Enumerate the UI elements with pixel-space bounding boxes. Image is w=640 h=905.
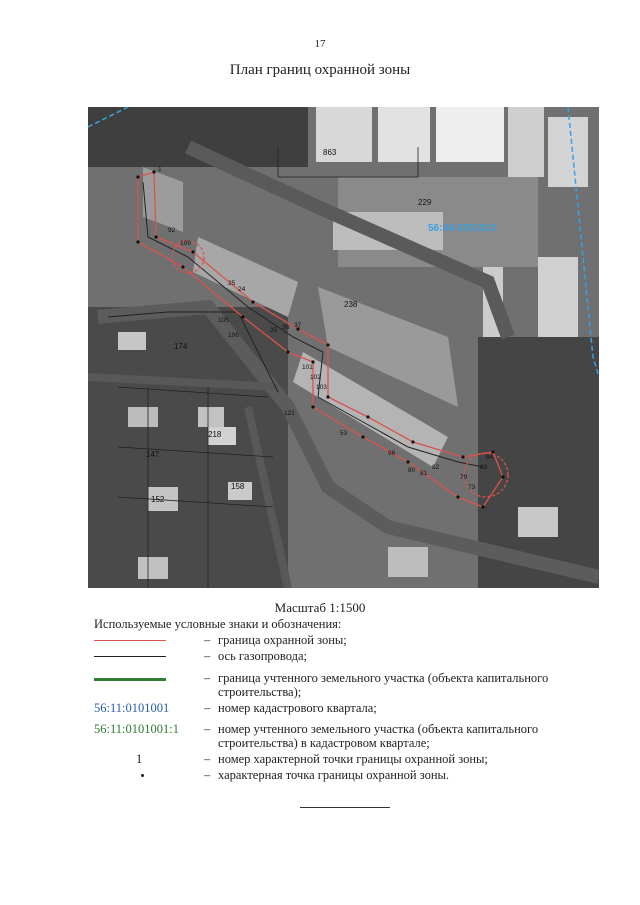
point-marker-symbol xyxy=(141,774,144,777)
legend-heading: Используемые условные знаки и обозначения: xyxy=(94,617,342,631)
point-number-sample: 1 xyxy=(136,752,143,766)
point-number: 81 xyxy=(420,470,428,477)
point-number: 102 xyxy=(310,374,321,381)
point-number: 96 xyxy=(388,450,396,457)
point-number: 35 xyxy=(270,327,278,334)
page-number: 17 xyxy=(314,38,326,50)
point-number: 1 xyxy=(158,166,162,173)
map-image xyxy=(88,107,599,588)
parcel-code-sample: 56:11:0101001:1 xyxy=(94,722,179,736)
legend-item-label: характерная точка границы охранной зоны. xyxy=(218,768,450,782)
parcel-label: 147 xyxy=(146,450,160,459)
point-number: 80 xyxy=(408,467,416,474)
legend-item-label: ось газопровода; xyxy=(218,649,308,663)
point-number: 103 xyxy=(316,384,327,391)
parcel-label: 158 xyxy=(231,482,245,491)
point-number: 121 xyxy=(284,410,295,417)
point-number: 105 xyxy=(218,317,229,324)
legend-dash: – xyxy=(204,752,211,766)
legend-item-quarter-code xyxy=(94,701,614,717)
point-number: 84 xyxy=(486,454,494,461)
point-number: 109 xyxy=(180,240,191,247)
legend-item-label: номер учтенного земельного участка (объекта капитального строительства) в кадастровом квартале; xyxy=(218,722,539,750)
legend-dash: – xyxy=(204,722,211,736)
quarter-code-sample: 56:11:0101001 xyxy=(94,701,170,715)
point-number: 25 xyxy=(228,280,236,287)
point-number: 79 xyxy=(460,474,468,481)
legend-item-label: номер кадастрового квартала; xyxy=(218,701,377,715)
zone-boundary-line-symbol xyxy=(94,640,166,641)
legend-item-parcel-boundary xyxy=(94,671,614,699)
page-title: План границ охранной зоны xyxy=(229,62,411,78)
legend-dash: – xyxy=(204,633,211,647)
parcel-label: 152 xyxy=(151,495,165,504)
parcel-label: 229 xyxy=(418,198,432,207)
parcel-label: 218 xyxy=(208,430,222,439)
legend-item-pipeline-axis xyxy=(94,649,614,665)
legend-dash: – xyxy=(204,671,211,685)
map-scale: Масштаб 1:1500 xyxy=(274,600,366,615)
parcel-boundary-line-symbol xyxy=(94,678,166,681)
legend-item-label: номер характерной точки границы охранной зоны; xyxy=(218,752,488,766)
legend-item-label: граница учтенного земельного участка (объекта капитального строительства); xyxy=(218,671,549,699)
point-number: 106 xyxy=(228,332,239,339)
point-number: 92 xyxy=(168,227,176,234)
legend-item-point-number xyxy=(94,752,614,768)
quarter-code-label: 56:44:0201013 xyxy=(428,223,496,234)
legend-dash: – xyxy=(204,768,211,782)
closing-rule xyxy=(300,807,390,808)
pipeline-axis-line-symbol xyxy=(94,656,166,657)
legend-item-parcel-code xyxy=(94,722,614,750)
point-number: 53 xyxy=(340,430,348,437)
aerial-map xyxy=(88,107,599,588)
point-number: 73 xyxy=(468,484,476,491)
parcel-label: 863 xyxy=(323,148,337,157)
legend-dash: – xyxy=(204,701,211,715)
point-number: 83 xyxy=(480,464,488,471)
legend-item-label: граница охранной зоны; xyxy=(218,633,347,647)
legend-dash: – xyxy=(204,649,211,663)
parcel-label: 238 xyxy=(344,300,358,309)
parcel-label: 174 xyxy=(174,342,188,351)
point-number: 37 xyxy=(294,322,302,329)
point-number: 82 xyxy=(432,464,440,471)
point-number: 24 xyxy=(238,286,246,293)
point-number: 101 xyxy=(302,364,313,371)
legend-item-point-marker xyxy=(94,768,614,784)
legend-item-zone-boundary xyxy=(94,633,614,649)
point-number: 36 xyxy=(282,324,290,331)
